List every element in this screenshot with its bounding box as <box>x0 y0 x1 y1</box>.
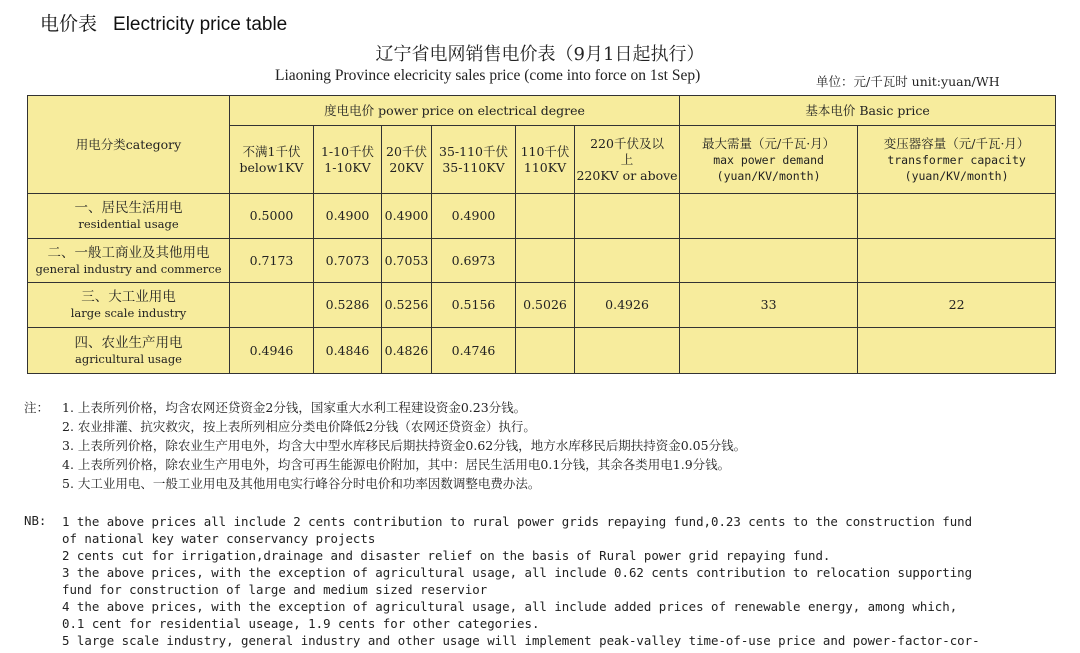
price-cell <box>516 194 575 239</box>
price-cell <box>575 328 680 374</box>
nb-line: 4 the above prices, with the exception of agricultural usage, all include added prices of renewable energy, among which, <box>62 599 958 614</box>
col-header-35-110kv: 35-110千伏 35-110KV <box>432 126 516 194</box>
price-cell: 0.4900 <box>314 194 382 239</box>
nb-line: of national key water conservancy projects <box>62 531 376 546</box>
price-cell: 0.4746 <box>432 328 516 374</box>
price-cell: 0.4900 <box>382 194 432 239</box>
price-cell: 0.5026 <box>516 283 575 328</box>
power-price-group-header: 度电电价 power price on electrical degree <box>230 96 680 126</box>
price-cell: 22 <box>858 283 1056 328</box>
nb-line: 1 the above prices all include 2 cents contribution to rural power grids repaying fund,0.23 cents to the construction fund <box>62 514 973 529</box>
price-table <box>27 95 1056 374</box>
price-cell: 0.4900 <box>432 194 516 239</box>
nb-label: NB: <box>24 513 47 528</box>
note-item: 4. 上表所列价格，除农业生产用电外，均含可再生能源电价附加，其中：居民生活用电0.1分钱，其余各类用电1.9分钱。 <box>62 457 731 472</box>
col-header-20kv: 20千伏 20KV <box>382 126 432 194</box>
price-cell <box>858 239 1056 283</box>
price-cell: 0.7173 <box>230 239 314 283</box>
col-header-below-1kv: 不满1千伏 below1KV <box>230 126 314 194</box>
nb-line: 0.1 cent for residential useage, 1.9 cents for other categories. <box>62 616 540 631</box>
table-row <box>28 194 1056 239</box>
row-category-residential: 一、居民生活用电 residential usage <box>28 194 230 239</box>
note-item: 注： 1. 上表所列价格，均含农网还贷资金2分钱，国家重大水利工程建设资金0.23分钱。 <box>24 400 527 415</box>
notes-label: 注： <box>24 400 50 415</box>
price-cell <box>680 194 858 239</box>
nb-line: fund for construction of large and medium sized reservior <box>62 582 488 597</box>
heading-cn: 电价表 <box>40 14 98 35</box>
price-cell <box>516 328 575 374</box>
price-cell <box>680 328 858 374</box>
note-item: 5. 大工业用电、一般工业用电及其他用电实行峰谷分时电价和功率因数调整电费办法。 <box>62 476 541 491</box>
price-cell <box>516 239 575 283</box>
price-cell <box>575 239 680 283</box>
category-header: 用电分类category <box>28 96 230 194</box>
row-category-large-industry: 三、大工业用电 large scale industry <box>28 283 230 328</box>
price-cell: 0.6973 <box>432 239 516 283</box>
price-cell <box>575 194 680 239</box>
price-cell <box>858 328 1056 374</box>
price-cell: 33 <box>680 283 858 328</box>
heading-en: Electricity price table <box>113 14 288 35</box>
basic-price-group-header: 基本电价 Basic price <box>680 96 1056 126</box>
nb-line: 3 the above prices, with the exception of agricultural usage, all include 0.62 cents contribution to relocation supporting <box>62 565 973 580</box>
page-heading <box>40 9 287 36</box>
price-cell: 0.5286 <box>314 283 382 328</box>
table-row <box>28 283 1056 328</box>
price-cell: 0.5256 <box>382 283 432 328</box>
price-cell: 0.4826 <box>382 328 432 374</box>
price-cell: 0.5156 <box>432 283 516 328</box>
nb-line: 2 cents cut for irrigation,drainage and disaster relief on the basis of Rural power grid repaying fund. <box>62 548 831 563</box>
price-cell <box>858 194 1056 239</box>
col-header-transformer-capacity: 变压器容量（元/千瓦·月） transformer capacity (yuan/KV/month) <box>858 126 1056 194</box>
table-row <box>28 328 1056 374</box>
nb-line: 5 large scale industry, general industry and other usage will implement peak-valley time-of-use price and power-factor-cor- <box>62 633 980 648</box>
price-cell: 0.4926 <box>575 283 680 328</box>
price-cell: 0.7073 <box>314 239 382 283</box>
notes-cn <box>24 398 1064 493</box>
row-category-agricultural: 四、农业生产用电 agricultural usage <box>28 328 230 374</box>
price-cell: 0.4946 <box>230 328 314 374</box>
col-header-max-demand: 最大需量（元/千瓦·月） max power demand (yuan/KV/month) <box>680 126 858 194</box>
table-title-en: Liaoning Province elecricity sales price (come into force on 1st Sep) <box>275 67 701 84</box>
price-cell: 0.5000 <box>230 194 314 239</box>
col-header-1-10kv: 1-10千伏 1-10KV <box>314 126 382 194</box>
price-cell <box>680 239 858 283</box>
row-category-general-commerce: 二、一般工商业及其他用电 general industry and commerce <box>28 239 230 283</box>
table-title-cn: 辽宁省电网销售电价表（9月1日起执行） <box>375 44 705 65</box>
price-cell <box>230 283 314 328</box>
unit-label: 单位：元/千瓦时 unit:yuan/WH <box>816 74 1000 89</box>
price-cell: 0.7053 <box>382 239 432 283</box>
col-header-110kv: 110千伏 110KV <box>516 126 575 194</box>
note-item: 3. 上表所列价格，除农业生产用电外，均含大中型水库移民后期扶持资金0.62分钱，地方水库移民后期扶持资金0.05分钱。 <box>62 438 747 453</box>
note-item: 2. 农业排灌、抗灾救灾，按上表所列相应分类电价降低2分钱（农网还贷资金）执行。 <box>62 419 536 434</box>
table-row <box>28 239 1056 283</box>
col-header-220kv-above: 220千伏及以上 220KV or above <box>575 126 680 194</box>
price-cell: 0.4846 <box>314 328 382 374</box>
